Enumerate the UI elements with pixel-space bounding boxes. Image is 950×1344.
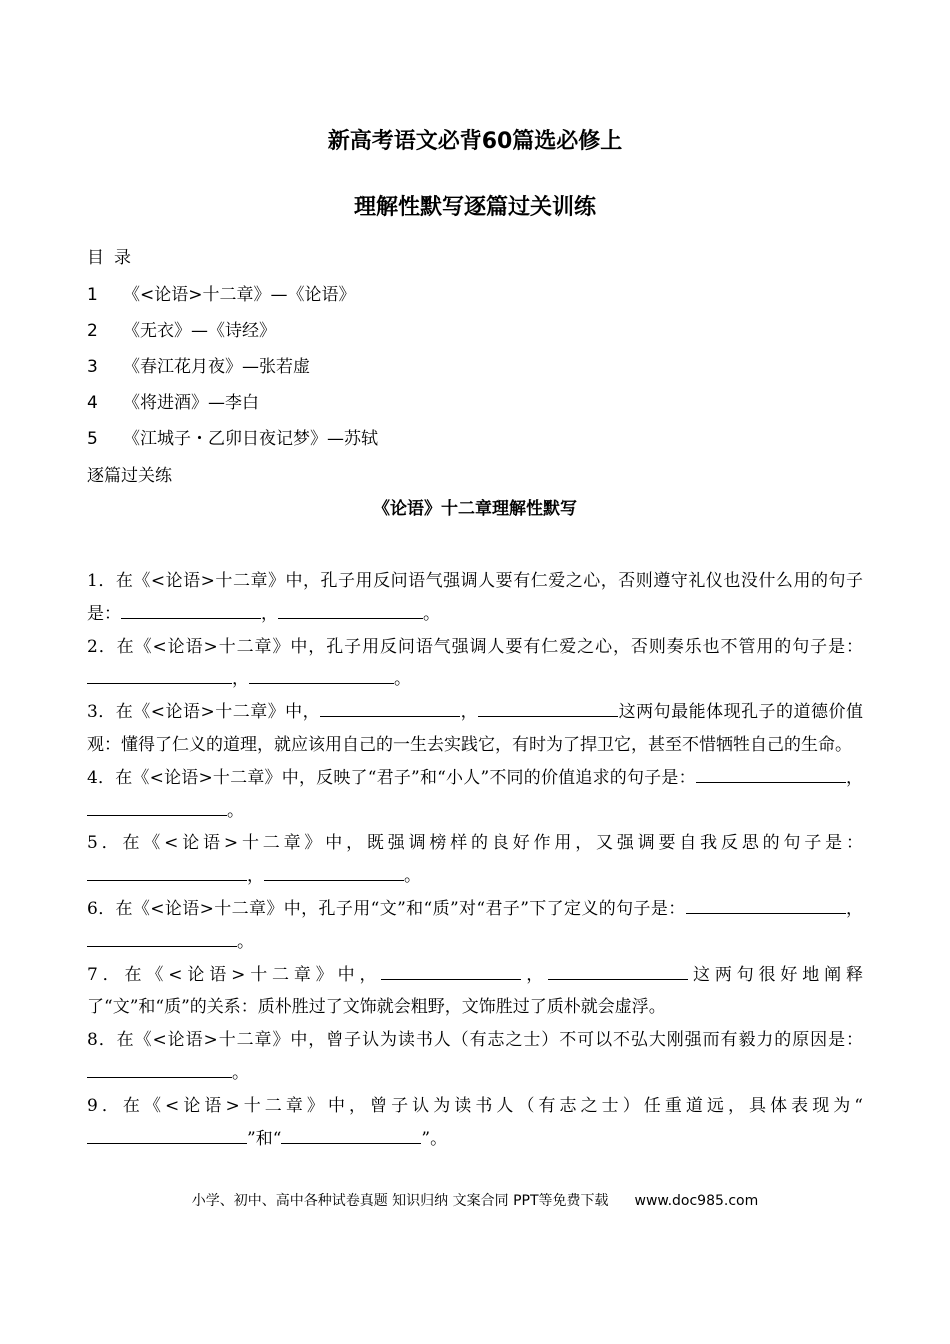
section-label: 逐篇过关练 <box>87 466 172 486</box>
answer-blank[interactable] <box>264 860 404 881</box>
toc-item[interactable] <box>87 427 378 463</box>
toc-item-number: 3 <box>87 357 98 377</box>
separator: ， <box>247 866 264 887</box>
page-subtitle: 理解性默写逐篇过关训练 <box>353 195 596 220</box>
separator: ， <box>521 964 549 985</box>
question-ending: 。 <box>394 669 411 690</box>
table-of-contents <box>87 283 378 463</box>
answer-blank[interactable] <box>87 860 247 881</box>
toc-item-number: 2 <box>87 321 98 341</box>
answer-blank[interactable] <box>281 1123 421 1144</box>
answer-blank[interactable] <box>87 1057 232 1078</box>
question-8 <box>87 1024 863 1090</box>
toc-item-number: 4 <box>87 393 98 413</box>
answer-blank[interactable] <box>696 762 846 783</box>
question-text: 4．在《<论语>十二章》中，反映了“君子”和“小人”不同的价值追求的句子是： <box>87 767 696 788</box>
answer-blank[interactable] <box>548 959 688 980</box>
question-1 <box>87 565 863 631</box>
footer-link[interactable]: www.doc985.com <box>634 1193 759 1209</box>
separator: ， <box>460 702 479 723</box>
answer-blank[interactable] <box>121 598 261 619</box>
toc-item-title: 《江城子・乙卯日夜记梦》—苏轼 <box>123 429 378 449</box>
question-ending: 。 <box>423 603 440 624</box>
separator: ”和“ <box>247 1128 282 1149</box>
question-2 <box>87 631 863 697</box>
toc-item-title: 《春江花月夜》—张若虚 <box>123 357 310 377</box>
footer-text: 小学、初中、高中各种试卷真题 知识归纳 文案合同 PPT等免费下载 <box>191 1193 609 1209</box>
page-title: 新高考语文必背60篇选必修上 <box>327 129 623 154</box>
separator: ， <box>845 767 863 788</box>
question-text: 5．在《<论语>十二章》中，既强调榜样的良好作用，又强调要自我反思的句子是： <box>87 833 863 854</box>
answer-blank[interactable] <box>320 696 460 717</box>
answer-blank[interactable] <box>87 1123 247 1144</box>
toc-item[interactable] <box>87 283 378 319</box>
toc-item[interactable] <box>87 319 378 355</box>
separator: ， <box>845 898 863 919</box>
question-text: 6．在《<论语>十二章》中，孔子用“文”和“质”对“君子”下了定义的句子是： <box>87 898 686 919</box>
question-text: 8．在《<论语>十二章》中，曾子认为读书人（有志之士）不可以不弘大刚强而有毅力的原因是： <box>87 1030 863 1051</box>
answer-blank[interactable] <box>381 959 521 980</box>
separator: ， <box>261 603 278 624</box>
question-text: 3．在《<论语>十二章》中， <box>87 702 321 723</box>
question-ending: ”。 <box>421 1128 448 1149</box>
question-text: 7．在《<论语>十二章》中， <box>87 964 382 985</box>
section-title: 《论语》十二章理解性默写 <box>373 499 577 519</box>
question-ending: 。 <box>404 866 421 887</box>
separator: ， <box>232 669 249 690</box>
toc-item-title: 《将进酒》—李白 <box>123 393 259 413</box>
answer-blank[interactable] <box>87 795 227 816</box>
answer-blank[interactable] <box>478 696 618 717</box>
question-6 <box>87 893 863 959</box>
answer-blank[interactable] <box>686 893 846 914</box>
question-9 <box>87 1090 863 1156</box>
answer-blank[interactable] <box>87 926 237 947</box>
toc-item-number: 5 <box>87 429 98 449</box>
question-7 <box>87 959 863 1025</box>
question-ending: 。 <box>227 800 244 821</box>
question-ending: 这两句最能体现孔子的道德价值观：懂得了仁义的道理，就应该用自己的一生去实践它，有时为了捍卫它，甚至不惜牺牲自己的生命。 <box>87 702 864 755</box>
question-ending: 。 <box>237 931 254 952</box>
toc-heading: 目录 <box>87 248 141 268</box>
question-text: 2．在《<论语>十二章》中，孔子用反问语气强调人要有仁爱之心，否则奏乐也不管用的句子是： <box>87 636 863 657</box>
question-ending: 。 <box>232 1062 249 1083</box>
question-ending: 这两句很好地阐释了“文”和“质”的关系：质朴胜过了文饰就会粗野，文饰胜过了质朴就会虚浮。 <box>87 964 864 1018</box>
question-4 <box>87 762 863 828</box>
answer-blank[interactable] <box>249 663 394 684</box>
question-text: 9．在《<论语>十二章》中，曾子认为读书人（有志之士）任重道远，具体表现为“ <box>87 1095 863 1116</box>
toc-item-number: 1 <box>87 285 98 305</box>
toc-item-title: 《<论语>十二章》—《论语》 <box>123 285 356 305</box>
question-list <box>87 565 863 1155</box>
toc-item[interactable] <box>87 391 378 427</box>
answer-blank[interactable] <box>278 598 423 619</box>
toc-item[interactable] <box>87 355 378 391</box>
page-footer <box>0 1191 950 1211</box>
question-5 <box>87 827 863 893</box>
toc-item-title: 《无衣》—《诗经》 <box>123 321 276 341</box>
question-text: 1．在《<论语>十二章》中，孔子用反问语气强调人要有仁爱之心，否则遵守礼仪也没什么用的句子是： <box>87 571 863 624</box>
answer-blank[interactable] <box>87 663 232 684</box>
question-3 <box>87 696 863 762</box>
